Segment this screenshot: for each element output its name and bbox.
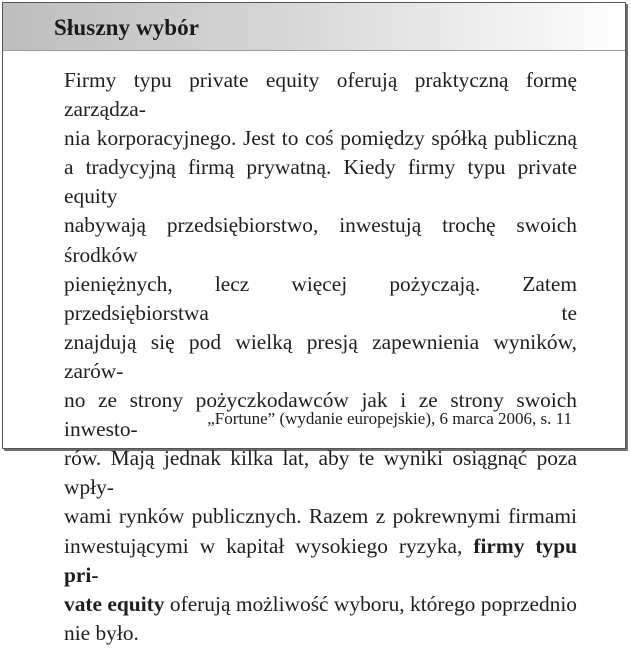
quote-line: a tradycyjną firmą prywatną. Kiedy firmy typu private equity: [64, 155, 577, 209]
box-title: Słuszny wybór: [54, 15, 200, 40]
box-header: [3, 3, 625, 51]
quote-line: rów. Mają jednak kilka lat, aby te wyniki osiągnąć poza wpły-: [64, 446, 577, 500]
quote-line: nia korporacyjnego. Jest to coś pomiędzy spółką publiczną: [64, 126, 577, 151]
bold-phrase: vate equity: [64, 591, 165, 616]
quote-line: Firmy typu private equity oferują praktyczną formę zarządza-: [64, 68, 577, 122]
quote-line: pieniężnych, lecz więcej pożyczają. Zatem przedsiębiorstwa te: [64, 271, 577, 325]
text-box: [2, 2, 626, 645]
quote-line: wami rynków publicznych. Razem z pokrewnymi firmami: [64, 504, 577, 529]
quote-line: vate equity oferują możliwość wyboru, którego poprzednio: [64, 591, 577, 616]
quote-line: nie było.: [64, 620, 139, 645]
quote-line: znajdują się pod wielką presją zapewnienia wyników, zarów-: [64, 329, 577, 383]
quote-line: inwestującymi w kapitał wysokiego ryzyka, firmy typu pri-: [64, 533, 577, 587]
quote-line: no ze strony pożyczkodawców jak i ze strony swoich inwesto-: [64, 388, 577, 442]
quote-body: [64, 66, 577, 648]
bold-phrase: firmy typu pri-: [64, 533, 577, 587]
source-citation: „Fortune” (wydanie europejskie), 6 marca 2006, s. 11: [207, 409, 572, 428]
quote-line: nabywają przedsiębiorstwo, inwestują trochę swoich środków: [64, 213, 577, 267]
